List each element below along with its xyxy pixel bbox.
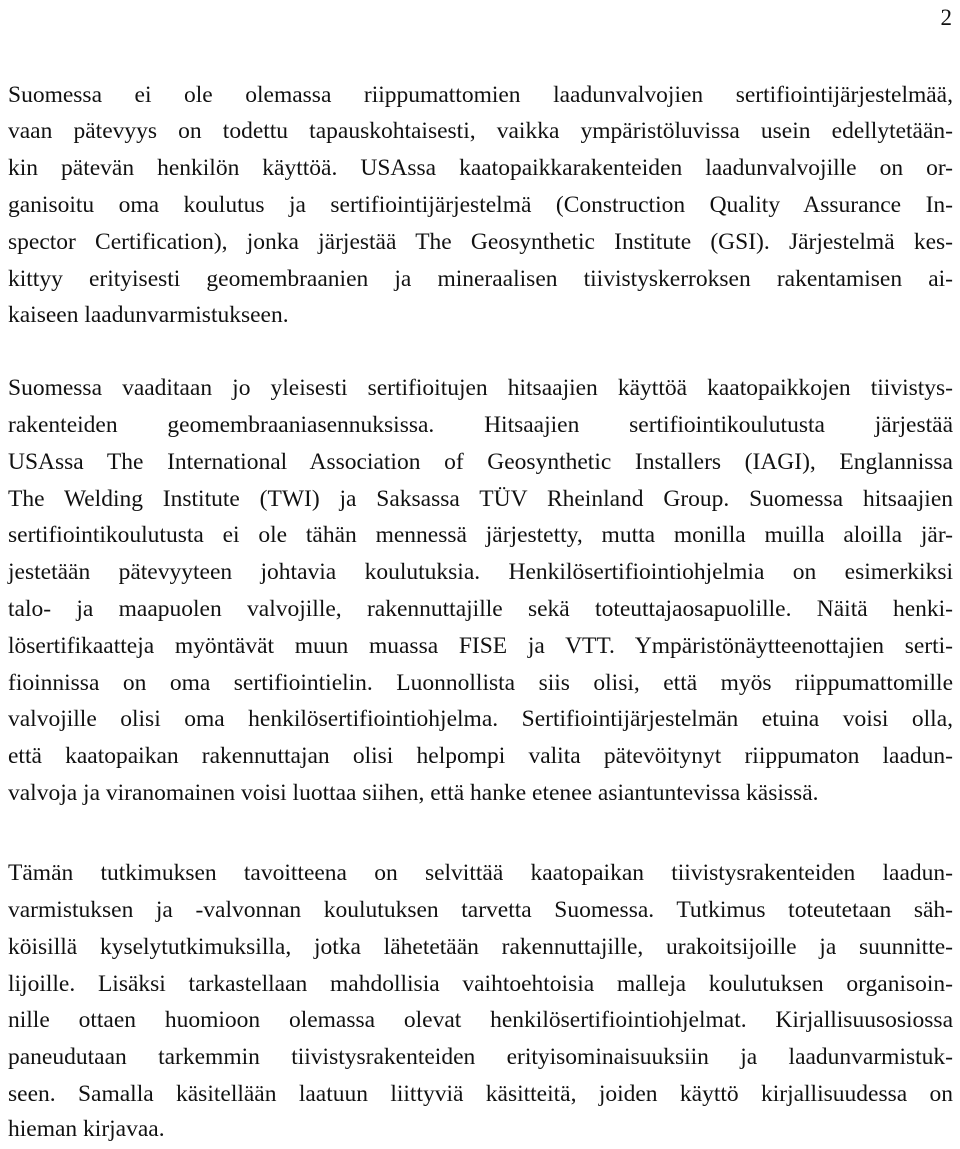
text-line: köisillä kyselytutkimuksilla, jotka lähetetään rakennuttajille, urakoitsijoille ja suunnitte- (8, 934, 953, 960)
text-line: kin pätevän henkilön käyttöä. USAssa kaatopaikkarakenteiden laadunvalvojille on or- (8, 155, 953, 181)
text-line: fioinnissa on oma sertifiointielin. Luonnollista siis olisi, että myös riippumattomille (8, 670, 953, 696)
text-line: valvojille olisi oma henkilösertifiointiohjelma. Sertifiointijärjestelmän etuina voisi olla, (8, 706, 953, 732)
text-line: sertifiointikoulutusta ei ole tähän mennessä järjestetty, mutta monilla muilla aloilla jär- (8, 522, 953, 548)
text-line: rakenteiden geomembraaniasennuksissa. Hitsaajien sertifiointikoulutusta järjestää (8, 412, 953, 438)
text-line: Suomessa ei ole olemassa riippumattomien laadunvalvojien sertifiointijärjestelmää, (8, 82, 953, 108)
text-line: valvoja ja viranomainen voisi luottaa siihen, että hanke etenee asiantuntevissa käsissä. (8, 780, 819, 806)
text-line: talo- ja maapuolen valvojille, rakennuttajille sekä toteuttajaosapuolille. Näitä henki- (8, 596, 953, 622)
text-line: lijoille. Lisäksi tarkastellaan mahdollisia vaihtoehtoisia malleja koulutuksen organisoin- (8, 971, 953, 997)
text-line: ganisoitu oma koulutus ja sertifiointijärjestelmä (Construction Quality Assurance In- (8, 192, 953, 218)
text-line: Suomessa vaaditaan jo yleisesti sertifioitujen hitsaajien käyttöä kaatopaikkojen tiivistys- (8, 375, 953, 401)
text-line: Tämän tutkimuksen tavoitteena on selvittää kaatopaikan tiivistysrakenteiden laadun- (8, 860, 953, 886)
text-line: USAssa The International Association of Geosynthetic Installers (IAGI), Englannissa (8, 449, 953, 475)
text-line: seen. Samalla käsitellään laatuun liittyviä käsitteitä, joiden käyttö kirjallisuudessa on (8, 1081, 953, 1107)
text-line: vaan pätevyys on todettu tapauskohtaisesti, vaikka ympäristöluvissa usein edellytetään- (8, 118, 953, 144)
text-line: kaiseen laadunvarmistukseen. (8, 302, 289, 328)
text-line: paneudutaan tarkemmin tiivistysrakenteiden erityisominaisuuksiin ja laadunvarmistuk- (8, 1044, 953, 1070)
text-line: hieman kirjavaa. (8, 1116, 165, 1142)
text-line: The Welding Institute (TWI) ja Saksassa TÜV Rheinland Group. Suomessa hitsaajien (8, 486, 953, 512)
text-line: että kaatopaikan rakennuttajan olisi helpompi valita pätevöitynyt riippumaton laadun- (8, 743, 953, 769)
text-line: lösertifikaatteja myöntävät muun muassa FISE ja VTT. Ympäristönäytteenottajien serti- (8, 633, 953, 659)
text-line: kittyy erityisesti geomembraanien ja mineraalisen tiivistyskerroksen rakentamisen ai- (8, 266, 953, 292)
page-number: 2 (940, 5, 952, 30)
text-line: jestetään pätevyyteen johtavia koulutuksia. Henkilösertifiointiohjelmia on esimerkiksi (8, 559, 953, 585)
text-line: varmistuksen ja -valvonnan koulutuksen tarvetta Suomessa. Tutkimus toteutetaan säh- (8, 897, 953, 923)
text-line: nille ottaen huomioon olemassa olevat henkilösertifiointiohjelmat. Kirjallisuusosiossa (8, 1007, 953, 1033)
text-line: spector Certification), jonka järjestää The Geosynthetic Institute (GSI). Järjestelmä kes- (8, 229, 953, 255)
